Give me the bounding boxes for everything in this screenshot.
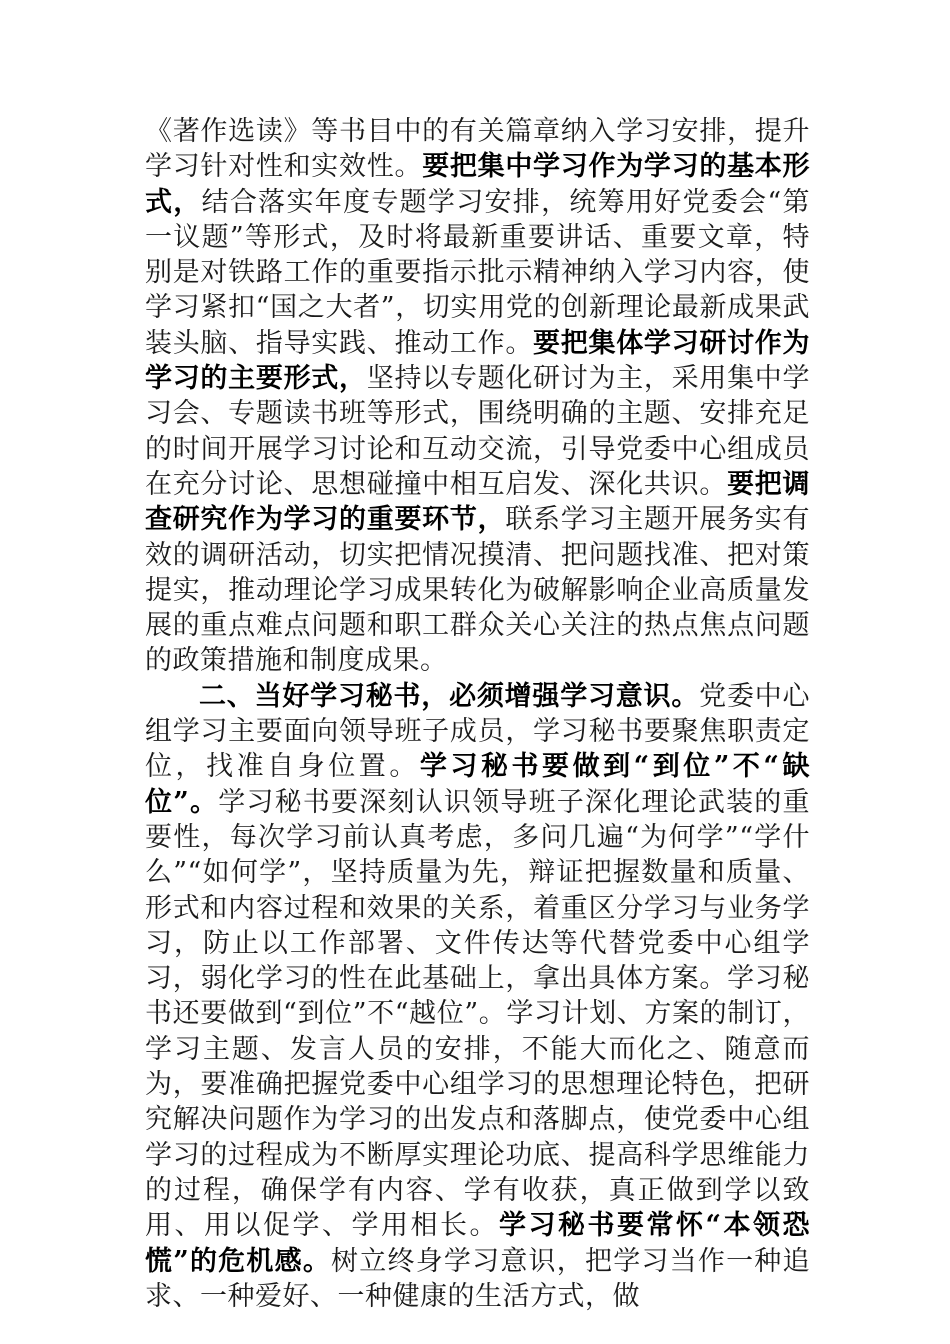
text-segment: 树立终身学习意识，把学习当作一种追求、一种爱好、一种健康的生活方式，做 bbox=[145, 1245, 811, 1312]
text-segment: 《著作选读》等书目中的有关篇章纳入学习安排，提升学习针对性和实效性。 bbox=[145, 116, 810, 183]
bold-heading-segment: 要把集中学习作为学习的基本形式， bbox=[145, 151, 811, 218]
text-segment: 结合落实年度专题学习安排，统筹用好党委会“第一议题”等形式，及时将最新重要讲话、重要文章，特别是对铁路工作的重要指示批示精神纳入学习内容，使学习紧扣“国之大者”，切实用党的创新理论最新成果武装头脑、指导实践、推动工作。 bbox=[145, 186, 811, 359]
text-segment: 学习秘书要深刻认识领导班子深化理论武装的重要性，每次学习前认真考虑，多问几遍“为何学”“学什么”“如何学”，坚持质量为先，辩证把握数量和质量、形式和内容过程和效果的关系，着重区分学习与业务学习，防止以工作部署、文件传达等代替党委中心组学习，弱化学习的性在此基础上，拿出具体方案。学习秘书还要做到“到位”不“越位”。学习计划、方案的制订，学习主题、发言人员的安排，不能大而化之、随意而为，要准确把握党委中心组学习的思想理论特色，把研究解决问题作为学习的出发点和落脚点，使党委中心组学习的过程成为不断厚实理论功底、提高科学思维能力的过程，确保学有内容、学有收获，真正做到学以致用、用以促学、学用相长。 bbox=[145, 786, 811, 1242]
document-body bbox=[145, 114, 810, 1314]
bold-heading-segment: 学习秘书要常怀“本领恐慌”的危机感。 bbox=[145, 1210, 811, 1277]
text-segment: 党委中心组学习主要面向领导班子成员，学习秘书要聚焦职责定位，找准自身位置。 bbox=[145, 680, 811, 783]
text-segment: 联系学习主题开展务实有效的调研活动，切实把情况摸清、把问题找准、把对策提实，推动理论学习成果转化为破解影响企业高质量发展的重点难点问题和职工群众关心关注的热点焦点问题的政策措施和制度成果。 bbox=[145, 504, 811, 677]
paragraph-2 bbox=[145, 679, 810, 1314]
bold-heading-segment: 要把集体学习研讨作为学习的主要形式， bbox=[145, 327, 811, 395]
bold-heading-segment: 学习秘书要做到“到位”不“缺位”。 bbox=[145, 751, 811, 818]
text-segment: 坚持以专题化研讨为主，采用集中学习会、专题读书班等形式，围绕明确的主题、安排充足的时间开展学习讨论和互动交流，引导党委中心组成员在充分讨论、思想碰撞中相互启发、深化共识。 bbox=[145, 363, 811, 500]
paragraph-1 bbox=[145, 114, 810, 679]
section-heading: 二、当好学习秘书，必须增强学习意识。 bbox=[199, 680, 700, 712]
bold-heading-segment: 要把调查研究作为学习的重要环节， bbox=[145, 468, 811, 536]
